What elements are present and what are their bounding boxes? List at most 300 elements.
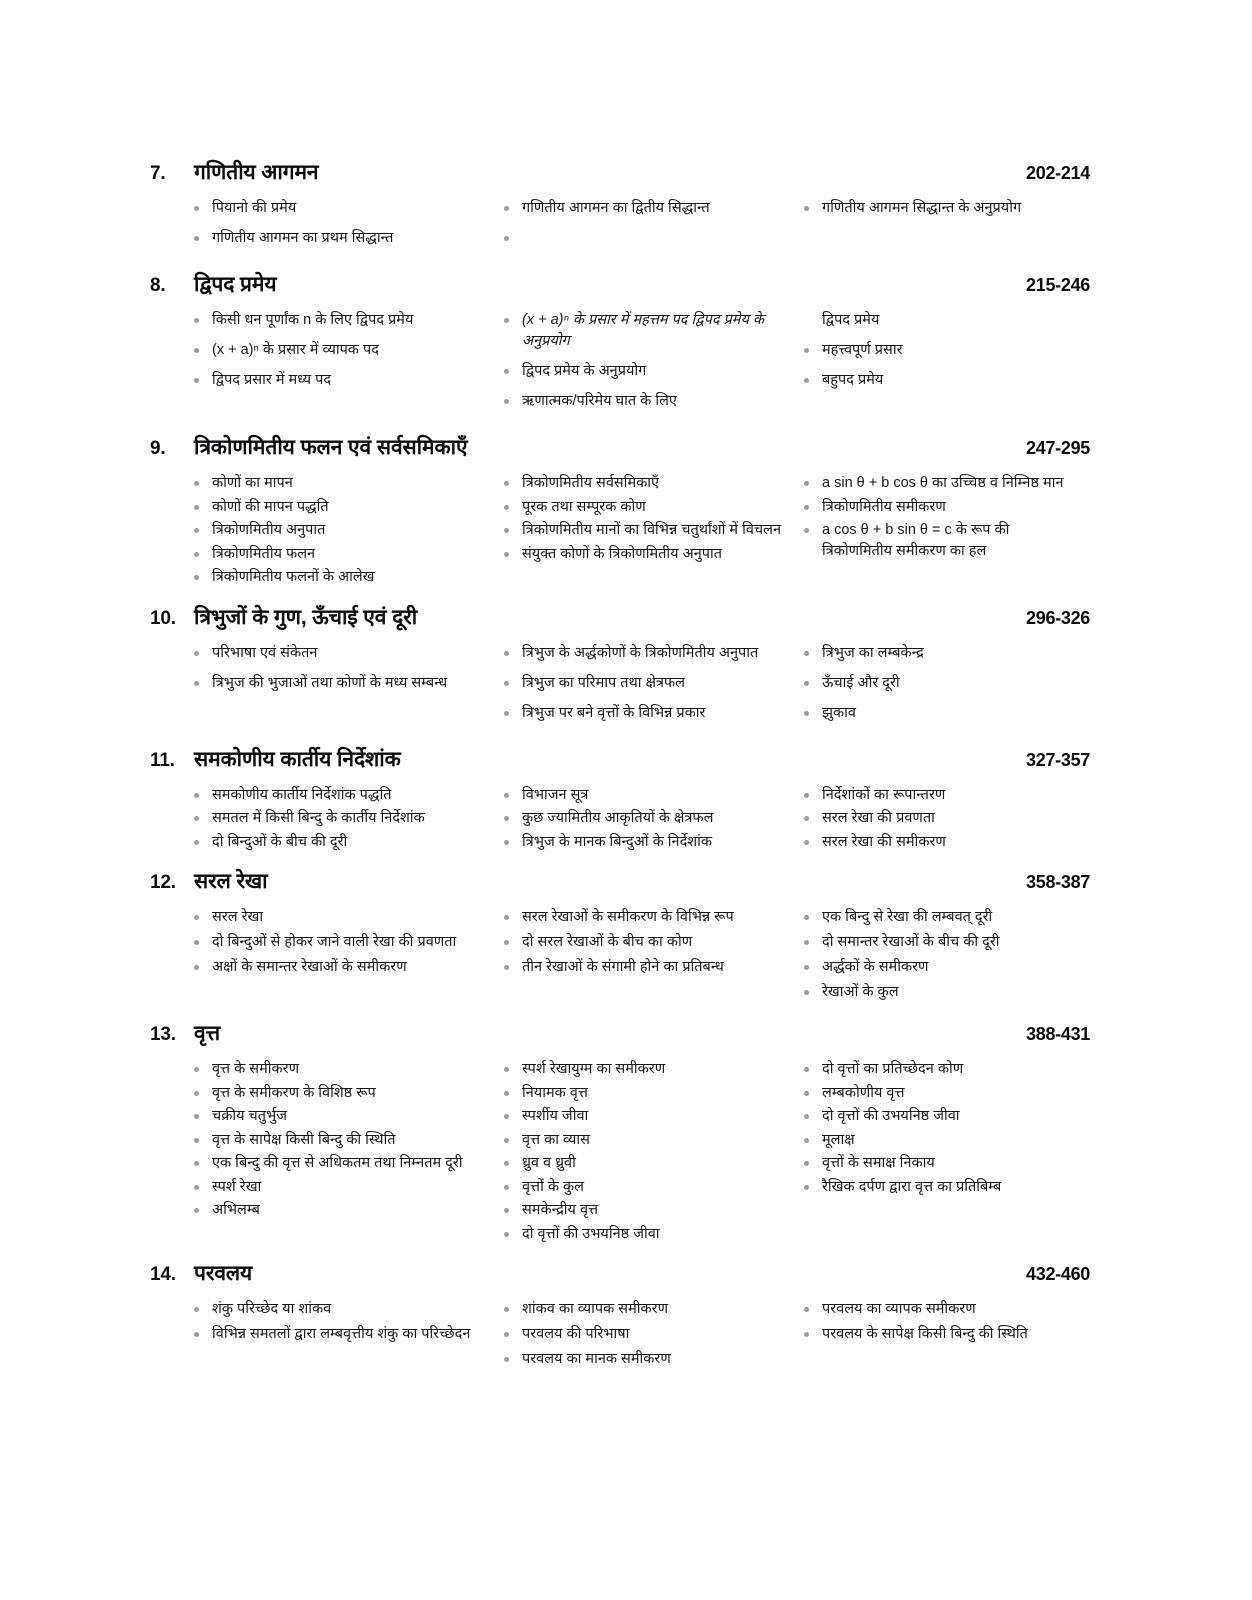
- topic-item[interactable]: [800, 907, 1076, 928]
- bullet-icon: [194, 575, 199, 580]
- bullet-icon: [504, 1208, 509, 1213]
- bullet-icon: [194, 1185, 199, 1190]
- topic-item[interactable]: [190, 228, 486, 249]
- chapter-page-range: 432-460: [1026, 1264, 1090, 1285]
- topic-label: त्रिकोणमितीय समीकरण: [822, 498, 946, 515]
- topic-column: [190, 198, 500, 258]
- topic-label: सरल रेखा की समीकरण: [822, 833, 946, 850]
- topic-list: [500, 310, 786, 412]
- topic-label: ऊँचाई और दूरी: [822, 674, 900, 691]
- topic-label: सरल रेखा: [212, 909, 264, 926]
- topic-item[interactable]: [500, 228, 786, 246]
- bullet-icon: [804, 206, 809, 211]
- topic-list: [500, 473, 786, 565]
- topic-list: [190, 907, 486, 978]
- bullet-icon: [804, 348, 809, 353]
- bullet-icon: [194, 528, 199, 533]
- bullet-icon: [804, 651, 809, 656]
- bullet-icon: [194, 940, 199, 945]
- topic-label: विभाजन सूत्र: [522, 786, 589, 803]
- chapter-header: [150, 160, 1090, 192]
- topic-label: पियानो की प्रमेय: [212, 200, 297, 216]
- bullet-icon: [804, 965, 809, 970]
- topic-list: [500, 643, 786, 724]
- topic-list: [190, 198, 486, 249]
- chapter-entry[interactable]: [150, 435, 1090, 591]
- topic-column: [500, 643, 800, 733]
- chapter-number: 12.: [150, 872, 176, 894]
- topic-label: दो सरल रेखाओं के बीच का कोण: [522, 934, 693, 951]
- topic-label: दो बिन्दुओं के बीच की दूरी: [212, 833, 348, 850]
- bullet-icon: [194, 651, 199, 656]
- bullet-icon: [504, 505, 509, 510]
- chapter-page-range: 327-357: [1026, 749, 1090, 770]
- topic-label: समकेन्द्रीय वृत्त: [522, 1202, 599, 1219]
- topic-label: त्रिकोणमितीय मानों का विभिन्न चतुर्थांशों में विचलन: [522, 522, 781, 539]
- topic-item[interactable]: [190, 1130, 486, 1151]
- topic-label: झुकाव: [822, 704, 856, 721]
- topic-item[interactable]: [800, 1130, 1076, 1151]
- chapter-entry[interactable]: [150, 869, 1090, 1007]
- topic-column: [800, 1299, 1090, 1374]
- bullet-icon: [504, 528, 509, 533]
- topic-label: वृत्त के समीकरण: [212, 1061, 300, 1078]
- chapter-header: [150, 435, 1090, 467]
- topic-list: [800, 310, 1076, 391]
- topic-item[interactable]: [800, 673, 1076, 694]
- topic-column: [190, 310, 500, 421]
- chapter-header: [150, 1261, 1090, 1293]
- topic-column: [500, 785, 800, 856]
- topic-item[interactable]: [190, 1059, 486, 1080]
- topic-label: चक्रीय चतुर्भुज: [212, 1108, 287, 1125]
- topic-item[interactable]: [800, 932, 1076, 953]
- topic-label: शंकु परिच्छेद या शांकव: [212, 1301, 332, 1318]
- topic-label: तीन रेखाओं के संगामी होने का प्रतिबन्ध: [522, 959, 724, 976]
- topic-item[interactable]: [500, 832, 786, 853]
- chapter-page-range: 215-246: [1026, 275, 1090, 296]
- bullet-icon: [804, 505, 809, 510]
- topic-item[interactable]: [800, 785, 1076, 806]
- topic-item[interactable]: [500, 1083, 786, 1104]
- topic-label: वृत्तों के समाक्ष निकाय: [822, 1155, 935, 1172]
- chapter-entry[interactable]: [150, 160, 1090, 258]
- bullet-icon: [504, 816, 509, 821]
- chapter-page-range: 202-214: [1026, 163, 1090, 183]
- topic-columns: [150, 785, 1090, 856]
- topic-label: नियामक वृत्त: [522, 1084, 588, 1101]
- topic-column: [190, 473, 500, 591]
- bullet-icon: [504, 940, 509, 945]
- topic-item[interactable]: [190, 310, 486, 331]
- topic-item[interactable]: [190, 1299, 486, 1320]
- topic-columns: [150, 473, 1090, 591]
- topic-label: सरल रेखाओं के समीकरण के विभिन्न रूप: [522, 909, 734, 926]
- topic-label: संयुक्त कोणों के त्रिकोणमितीय अनुपात: [522, 545, 723, 562]
- topic-item[interactable]: [800, 832, 1076, 853]
- topic-item[interactable]: [500, 703, 786, 724]
- topic-label: बहुपद प्रमेय: [822, 372, 884, 389]
- bullet-icon: [504, 369, 509, 374]
- topic-item[interactable]: [800, 473, 1076, 494]
- chapter-number: 9.: [150, 438, 166, 460]
- topic-item[interactable]: [190, 1083, 486, 1104]
- topic-label: त्रिभुज पर बने वृत्तों के विभिन्न प्रकार: [522, 704, 706, 721]
- topic-item[interactable]: [800, 808, 1076, 829]
- topic-label: अक्षों के समान्तर रेखाओं के समीकरण: [212, 959, 407, 976]
- bullet-icon: [504, 1114, 509, 1119]
- topic-item[interactable]: [500, 673, 786, 694]
- bullet-icon: [504, 965, 509, 970]
- topic-item[interactable]: [500, 907, 786, 928]
- bullet-icon: [804, 711, 809, 716]
- topic-label: मूलाक्ष: [822, 1131, 855, 1148]
- topic-label: त्रिभुज का लम्बकेन्द्र: [822, 644, 924, 661]
- topic-item[interactable]: [190, 1177, 486, 1198]
- topic-item[interactable]: [500, 808, 786, 829]
- topic-list: [800, 473, 1076, 562]
- topic-item[interactable]: [190, 520, 486, 541]
- bullet-icon: [194, 1332, 199, 1337]
- topic-item[interactable]: [500, 544, 786, 565]
- topic-item[interactable]: [500, 361, 786, 382]
- topic-item[interactable]: [500, 310, 786, 352]
- bullet-icon: [804, 528, 809, 533]
- chapter-title[interactable]: द्विपद प्रमेय: [194, 273, 277, 297]
- topic-item[interactable]: [190, 340, 486, 361]
- topic-item[interactable]: [800, 1153, 1076, 1174]
- topic-list: [190, 1299, 486, 1345]
- topic-item[interactable]: [190, 567, 486, 588]
- chapter-title[interactable]: परवलय: [194, 1262, 253, 1286]
- topic-label: a sin θ + b cos θ का उच्चिष्ठ व निम्निष्ठ मान: [822, 475, 1064, 492]
- topic-item[interactable]: [800, 1177, 1076, 1198]
- topic-label: एक बिन्दु से रेखा की लम्बवत् दूरी: [822, 909, 993, 926]
- topic-column: [800, 907, 1090, 1007]
- bullet-icon: [804, 816, 809, 821]
- topic-list: [190, 310, 486, 391]
- bullet-icon: [504, 711, 509, 716]
- chapter-page-range: 247-295: [1026, 438, 1090, 459]
- topic-label: द्विपद प्रसार में मध्य पद: [212, 372, 332, 389]
- topic-item[interactable]: [500, 957, 786, 978]
- bullet-icon: [194, 552, 199, 557]
- topic-item[interactable]: [800, 957, 1076, 978]
- chapter-title[interactable]: गणितीय आगमन: [194, 161, 319, 184]
- topic-label: दो वृत्तों की उभयनिष्ठ जीवा: [522, 1225, 660, 1242]
- bullet-icon: [804, 481, 809, 486]
- topic-item[interactable]: [190, 673, 486, 694]
- bullet-icon: [194, 1307, 199, 1312]
- topic-list: [500, 785, 786, 853]
- chapter-entry[interactable]: [150, 605, 1090, 733]
- bullet-icon: [194, 1067, 199, 1072]
- topic-label: दो वृत्तों की उभयनिष्ठ जीवा: [822, 1108, 960, 1125]
- topic-item[interactable]: [190, 1200, 486, 1221]
- topic-list: [800, 1059, 1076, 1198]
- topic-item[interactable]: [500, 1349, 786, 1370]
- topic-label: गणितीय आगमन का द्वितीय सिद्धान्त: [522, 200, 710, 216]
- bullet-icon: [504, 793, 509, 798]
- topic-column: [500, 1299, 800, 1374]
- chapter-title[interactable]: त्रिभुजों के गुण, ऊँचाई एवं दूरी: [194, 605, 418, 629]
- topic-item[interactable]: [500, 391, 786, 412]
- bullet-icon: [504, 206, 509, 211]
- topic-item[interactable]: [800, 1083, 1076, 1104]
- topic-label: परवलय का व्यापक समीकरण: [822, 1301, 976, 1318]
- bullet-icon: [504, 1138, 509, 1143]
- topic-item[interactable]: [190, 643, 486, 664]
- topic-column: [190, 785, 500, 856]
- bullet-icon: [504, 481, 509, 486]
- topic-label: (x + a)ⁿ के प्रसार में व्यापक पद: [212, 342, 379, 359]
- topic-label: कुछ ज्यामितीय आकृतियों के क्षेत्रफल: [522, 810, 714, 827]
- chapter-number: 13.: [150, 1024, 176, 1046]
- topic-column: [500, 473, 800, 591]
- topic-column: [500, 198, 800, 258]
- bullet-icon: [504, 915, 509, 920]
- topic-item[interactable]: [190, 785, 486, 806]
- topic-label: लम्बकोणीय वृत्त: [822, 1084, 905, 1101]
- topic-item[interactable]: [800, 198, 1076, 219]
- topic-label: दो समान्तर रेखाओं के बीच की दूरी: [822, 934, 1000, 951]
- topic-list: [190, 643, 486, 694]
- topic-label: त्रिकोणमितीय सर्वसमिकाएँ: [522, 475, 660, 492]
- topic-label: त्रिकोणमितीय फलन: [212, 545, 316, 562]
- topic-label: दो बिन्दुओं से होकर जाने वाली रेखा की प्रवणता: [212, 934, 457, 951]
- bullet-icon: [804, 1332, 809, 1337]
- bullet-icon: [504, 1307, 509, 1312]
- bullet-icon: [194, 1114, 199, 1119]
- topic-label: परवलय के सापेक्ष किसी बिन्दु की स्थिति: [822, 1326, 1028, 1343]
- topic-item[interactable]: [500, 1200, 786, 1221]
- bullet-icon: [194, 505, 199, 510]
- topic-item[interactable]: [500, 473, 786, 494]
- bullet-icon: [194, 1161, 199, 1166]
- topic-label: स्पर्श रेखायुग्म का समीकरण: [522, 1061, 666, 1078]
- topic-item[interactable]: [500, 785, 786, 806]
- topic-columns: [150, 310, 1090, 421]
- bullet-icon: [194, 378, 199, 383]
- topic-item[interactable]: [800, 1299, 1076, 1320]
- topic-item[interactable]: [190, 1106, 486, 1127]
- topic-column: [190, 1299, 500, 1374]
- topic-label: त्रिभुज के अर्द्धकोणों के त्रिकोणमितीय अनुपात: [522, 644, 759, 661]
- topic-label: परवलय का मानक समीकरण: [522, 1351, 671, 1368]
- chapter-number: 10.: [150, 607, 176, 629]
- bullet-icon: [194, 816, 199, 821]
- chapter-entry[interactable]: [150, 747, 1090, 856]
- topic-list: [800, 198, 1076, 219]
- topic-item[interactable]: [800, 520, 1076, 562]
- topic-item[interactable]: [190, 544, 486, 565]
- bullet-icon: [194, 1208, 199, 1213]
- topic-item[interactable]: [190, 370, 486, 391]
- topic-item[interactable]: [500, 1130, 786, 1151]
- chapter-title[interactable]: सरल रेखा: [194, 870, 268, 894]
- chapter-header: [150, 272, 1090, 304]
- topic-label: परवलय की परिभाषा: [522, 1326, 630, 1343]
- topic-list: [800, 785, 1076, 853]
- bullet-icon: [194, 348, 199, 353]
- topic-list: [190, 473, 486, 588]
- bullet-icon: [804, 1161, 809, 1166]
- topic-column: [800, 473, 1090, 591]
- topic-label: त्रिभुज के मानक बिन्दुओं के निर्देशांक: [522, 833, 713, 850]
- topic-item[interactable]: [800, 1059, 1076, 1080]
- topic-item[interactable]: [800, 340, 1076, 361]
- chapter-title[interactable]: समकोणीय कार्तीय निर्देशांक: [194, 747, 401, 771]
- topic-item[interactable]: [190, 957, 486, 978]
- bullet-icon: [504, 318, 509, 323]
- chapter-page-range: 388-431: [1026, 1024, 1090, 1045]
- chapter-header: [150, 747, 1090, 779]
- bullet-icon: [504, 681, 509, 686]
- bullet-icon: [804, 915, 809, 920]
- topic-label: सरल रेखा की प्रवणता: [822, 810, 935, 827]
- bullet-icon: [504, 552, 509, 557]
- bullet-icon: [804, 1067, 809, 1072]
- topic-label: त्रिकोणमितीय फलनों के आलेख: [212, 569, 375, 586]
- topic-item[interactable]: [500, 932, 786, 953]
- topic-item[interactable]: [500, 497, 786, 518]
- topic-item[interactable]: [190, 907, 486, 928]
- topic-column: [190, 1059, 500, 1247]
- chapter-entry[interactable]: [150, 1021, 1090, 1247]
- topic-columns: [150, 1059, 1090, 1247]
- topic-item[interactable]: [500, 1299, 786, 1320]
- bullet-icon: [804, 1114, 809, 1119]
- topic-item[interactable]: [500, 1224, 786, 1245]
- topic-column: [800, 785, 1090, 856]
- topic-item[interactable]: [190, 932, 486, 953]
- topic-item[interactable]: [500, 520, 786, 541]
- topic-item[interactable]: [190, 198, 486, 219]
- chapter-entry[interactable]: [150, 272, 1090, 421]
- topic-item[interactable]: [800, 497, 1076, 518]
- topic-column: [500, 907, 800, 1007]
- chapter-title[interactable]: वृत्त: [194, 1022, 220, 1046]
- topic-label: त्रिकोणमितीय अनुपात: [212, 522, 326, 539]
- topic-item[interactable]: [500, 1153, 786, 1174]
- topic-columns: [150, 907, 1090, 1007]
- topic-label: वृत्तों के कुल: [522, 1178, 584, 1195]
- bullet-icon: [504, 1091, 509, 1096]
- chapter-header: [150, 869, 1090, 901]
- chapter-number: 14.: [150, 1264, 176, 1286]
- bullet-icon: [194, 681, 199, 686]
- topic-item[interactable]: [190, 473, 486, 494]
- bullet-icon: [504, 1357, 509, 1362]
- table-of-contents: [150, 160, 1090, 1389]
- topic-label: वृत्त का व्यास: [522, 1131, 590, 1148]
- topic-item[interactable]: [500, 198, 786, 219]
- topic-list: [190, 785, 486, 853]
- chapter-title[interactable]: त्रिकोणमितीय फलन एवं सर्वसमिकाएँ: [194, 436, 468, 460]
- bullet-icon: [804, 793, 809, 798]
- bullet-icon: [804, 681, 809, 686]
- bullet-icon: [804, 990, 809, 995]
- bullet-icon: [504, 651, 509, 656]
- topic-label: एक बिन्दु की वृत्त से अधिकतम तथा निम्नतम दूरी: [212, 1155, 463, 1172]
- bullet-icon: [194, 206, 199, 211]
- bullet-icon: [194, 1138, 199, 1143]
- topic-item[interactable]: [190, 1324, 486, 1345]
- topic-item[interactable]: [190, 1153, 486, 1174]
- topic-item[interactable]: [500, 643, 786, 664]
- bullet-icon: [804, 1138, 809, 1143]
- bullet-icon: [804, 1091, 809, 1096]
- topic-list: [800, 1299, 1076, 1345]
- topic-label: (x + a)ⁿ के प्रसार में महत्तम पद द्विपद प्रमेय के अनुप्रयोग: [522, 312, 765, 350]
- topic-list: [500, 1299, 786, 1370]
- topic-label: दो वृत्तों का प्रतिच्छेदन कोण: [822, 1061, 964, 1078]
- chapter-number: 8.: [150, 275, 166, 297]
- topic-item[interactable]: [800, 703, 1076, 724]
- topic-label: पूरक तथा सम्पूरक कोण: [522, 498, 646, 515]
- topic-columns: [150, 643, 1090, 733]
- topic-item[interactable]: [190, 832, 486, 853]
- topic-label: महत्त्वपूर्ण प्रसार: [822, 342, 903, 359]
- topic-item[interactable]: [500, 1324, 786, 1345]
- topic-item[interactable]: [800, 370, 1076, 391]
- topic-label: अर्द्धकों के समीकरण: [822, 959, 929, 976]
- topic-item[interactable]: [800, 982, 1076, 1003]
- bullet-icon: [804, 940, 809, 945]
- topic-list: [500, 907, 786, 978]
- topic-item[interactable]: [500, 1059, 786, 1080]
- topic-label: a cos θ + b sin θ = c के रूप की त्रिकोणमितीय समीकरण का हल: [822, 522, 1010, 560]
- topic-item[interactable]: [190, 808, 486, 829]
- topic-item[interactable]: [500, 1177, 786, 1198]
- chapter-header: [150, 605, 1090, 637]
- bullet-icon: [504, 840, 509, 845]
- topic-item[interactable]: [800, 1106, 1076, 1127]
- topic-column: [800, 1059, 1090, 1247]
- bullet-icon: [504, 1332, 509, 1337]
- topic-item[interactable]: [800, 643, 1076, 664]
- bullet-icon: [504, 1067, 509, 1072]
- topic-label: कोणों का मापन: [212, 475, 293, 492]
- chapter-entry[interactable]: [150, 1261, 1090, 1374]
- topic-label: द्विपद प्रमेय: [822, 312, 880, 329]
- topic-label: त्रिभुज की भुजाओं तथा कोणों के मध्य सम्बन्ध: [212, 674, 448, 691]
- topic-label: वृत्त के सापेक्ष किसी बिन्दु की स्थिति: [212, 1131, 396, 1148]
- bullet-icon: [194, 840, 199, 845]
- bullet-icon: [504, 1232, 509, 1237]
- topic-label: रैखिक दर्पण द्वारा वृत्त का प्रतिबिम्ब: [822, 1178, 1002, 1195]
- topic-item[interactable]: [500, 1106, 786, 1127]
- topic-label: विभिन्न समतलों द्वारा लम्बवृत्तीय शंकु का परिच्छेदन: [212, 1326, 471, 1343]
- topic-item[interactable]: [190, 497, 486, 518]
- topic-column: [800, 643, 1090, 733]
- bullet-icon: [804, 840, 809, 845]
- chapter-number: 11.: [150, 749, 175, 771]
- topic-label: किसी धन पूर्णांक n के लिए द्विपद प्रमेय: [212, 312, 414, 329]
- bullet-icon: [504, 1161, 509, 1166]
- topic-label: कोणों की मापन पद्धति: [212, 498, 329, 515]
- bullet-icon: [504, 236, 509, 241]
- topic-item[interactable]: [800, 1324, 1076, 1345]
- bullet-icon: [504, 1185, 509, 1190]
- topic-label: ऋणात्मक/परिमेय घात के लिए: [522, 393, 677, 410]
- topic-column: [800, 310, 1090, 421]
- topic-label: समकोणीय कार्तीय निर्देशांक पद्धति: [212, 786, 392, 803]
- topic-item[interactable]: [800, 310, 1076, 331]
- topic-columns: [150, 1299, 1090, 1374]
- topic-label: निर्देशांकों का रूपान्तरण: [822, 786, 946, 803]
- topic-label: वृत्त के समीकरण के विशिष्ठ रूप: [212, 1084, 376, 1101]
